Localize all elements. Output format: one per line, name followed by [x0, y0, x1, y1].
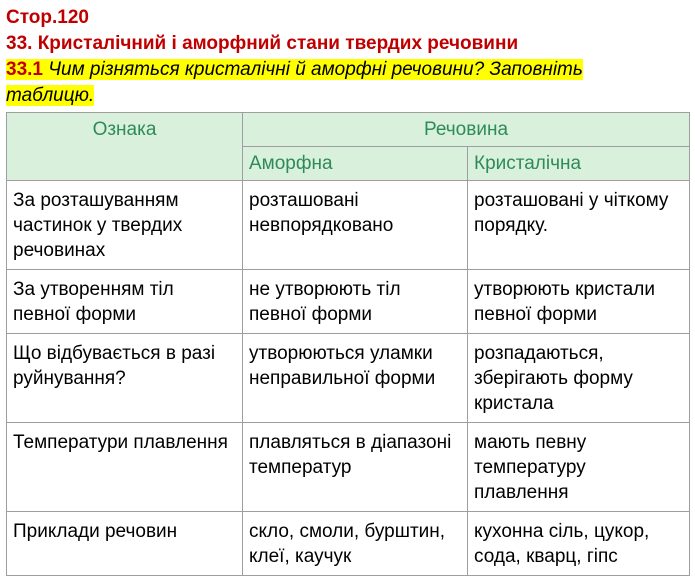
crystalline-cell: розташовані у чіткому порядку.	[468, 181, 690, 270]
section-title: 33. Кристалічний і аморфний стани твердих речовини	[6, 33, 519, 54]
amorphous-cell: утворюються уламки неправильної форми	[243, 334, 468, 423]
page-reference: Стор.120	[6, 7, 89, 28]
table-row	[7, 334, 690, 423]
crystalline-cell: розпадаються, зберігають форму кристала	[468, 334, 690, 423]
amorphous-cell: не утворюють тіл певної форми	[243, 270, 468, 334]
amorphous-cell: розташовані невпорядковано	[243, 181, 468, 270]
answer-table	[6, 112, 690, 576]
crystalline-cell: утворюють кристали певної форми	[468, 270, 690, 334]
task-text-line1: Чим різняться кристалічні й аморфні речовини? Заповніть	[48, 59, 583, 80]
amorphous-cell: скло, смоли, бурштин, клеї, каучук	[243, 512, 468, 576]
feature-cell: Приклади речовин	[7, 512, 243, 576]
feature-cell: За утворенням тіл певної форми	[7, 270, 243, 334]
table-row	[7, 270, 690, 334]
task-number: 33.1	[6, 59, 43, 80]
amorphous-cell: плавляться в діапазоні температур	[243, 423, 468, 512]
header-feature: Ознака	[7, 113, 243, 181]
header-amorphous: Аморфна	[243, 147, 468, 181]
table-row	[7, 423, 690, 512]
task-highlight	[6, 59, 583, 80]
header-substance: Речовина	[243, 113, 690, 147]
feature-cell: Що відбувається в разі руйнування?	[7, 334, 243, 423]
task-statement	[6, 57, 689, 109]
table-header-row	[7, 113, 690, 147]
header-crystalline: Кристалічна	[468, 147, 690, 181]
table-row	[7, 181, 690, 270]
page-header	[6, 4, 689, 109]
feature-cell: Температури плавлення	[7, 423, 243, 512]
feature-cell: За розташуванням частинок у твердих речовинах	[7, 181, 243, 270]
task-text-line2: таблицю.	[6, 85, 95, 106]
crystalline-cell: мають певну температуру плавлення	[468, 423, 690, 512]
table-row	[7, 512, 690, 576]
crystalline-cell: кухонна сіль, цукор, сода, кварц, гіпс	[468, 512, 690, 576]
